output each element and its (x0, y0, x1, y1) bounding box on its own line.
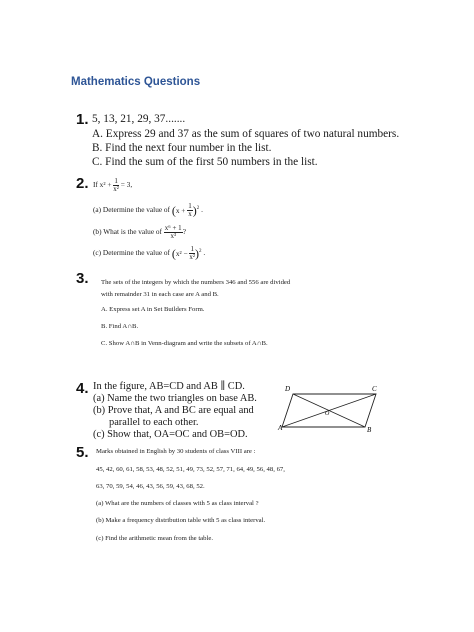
label-a: A (278, 424, 283, 432)
q3-part-c: C. Show A∩B in Venn-diagram and write the subsets of A∩B. (101, 340, 268, 347)
q3-part-b: B. Find A∩B. (101, 323, 139, 330)
q4-part-a: (a) Name the two triangles on base AB. (93, 393, 257, 404)
q4-statement: In the figure, AB=CD and AB ∥ CD. (93, 381, 245, 392)
q4-part-b-cont: parallel to each other. (109, 417, 199, 428)
q5-statement: Marks obtained in English by 30 students of class VIII are : (96, 448, 256, 455)
q5-data-line-1: 45, 42, 60, 61, 58, 53, 48, 52, 51, 49, 73, 52, 57, 71, 64, 49, 56, 48, 67, (96, 466, 285, 473)
parallelogram-figure (280, 384, 380, 439)
question-2-number: 2. (76, 175, 89, 192)
q2-given: If x² + $\frac{1}{\text{x²}}$ = 3, (93, 177, 133, 193)
q2-part-a: (a) Determine the value of (x + $\frac{1}{x}$ )$^2$ . (93, 202, 203, 218)
q5-data-line-2: 63, 70, 59, 54, 46, 43, 56, 59, 43, 68, 52. (96, 483, 205, 490)
q3-part-a: A. Express set A in Set Builders Form. (101, 306, 205, 313)
label-o: O (325, 411, 330, 417)
q1-part-b: B. Find the next four number in the list. (92, 142, 272, 154)
q5-part-b: (b) Make a frequency distribution table with 5 as class interval. (96, 517, 266, 524)
question-1-number: 1. (76, 111, 89, 128)
q5-part-c: (c) Find the arithmetic mean from the table. (96, 535, 213, 542)
page-title: Mathematics Questions (71, 76, 201, 88)
q2-part-b: (b) What is the value of $\frac{\text{x⁶ + 1}}{\text{x³}}$ ? (93, 224, 186, 240)
label-c: C (372, 385, 377, 393)
q2-part-c: (c) Determine the value of (x² − $\frac{1}{\text{x²}}$ )$^2$ . (93, 245, 206, 261)
q3-statement-line-1: The sets of the integers by which the numbers 346 and 556 are divided (101, 279, 291, 286)
q3-statement-line-2: with remainder 31 in each case are A and B. (101, 291, 219, 298)
q1-part-c: C. Find the sum of the first 50 numbers in the list. (92, 156, 318, 168)
question-5-number: 5. (76, 444, 89, 461)
q1-part-a: A. Express 29 and 37 as the sum of squares of two natural numbers. (92, 128, 400, 140)
label-b: B (367, 426, 372, 434)
q1-sequence: 5, 13, 21, 29, 37....... (92, 113, 186, 125)
q5-part-a: (a) What are the numbers of classes with 5 as class interval ? (96, 500, 259, 507)
q4-part-b: (b) Prove that, A and BC are equal and (93, 405, 254, 416)
label-d: D (285, 385, 291, 393)
question-4-number: 4. (76, 380, 89, 397)
question-3-number: 3. (76, 270, 89, 287)
q4-part-c: (c) Show that, OA=OC and OB=OD. (93, 429, 248, 440)
